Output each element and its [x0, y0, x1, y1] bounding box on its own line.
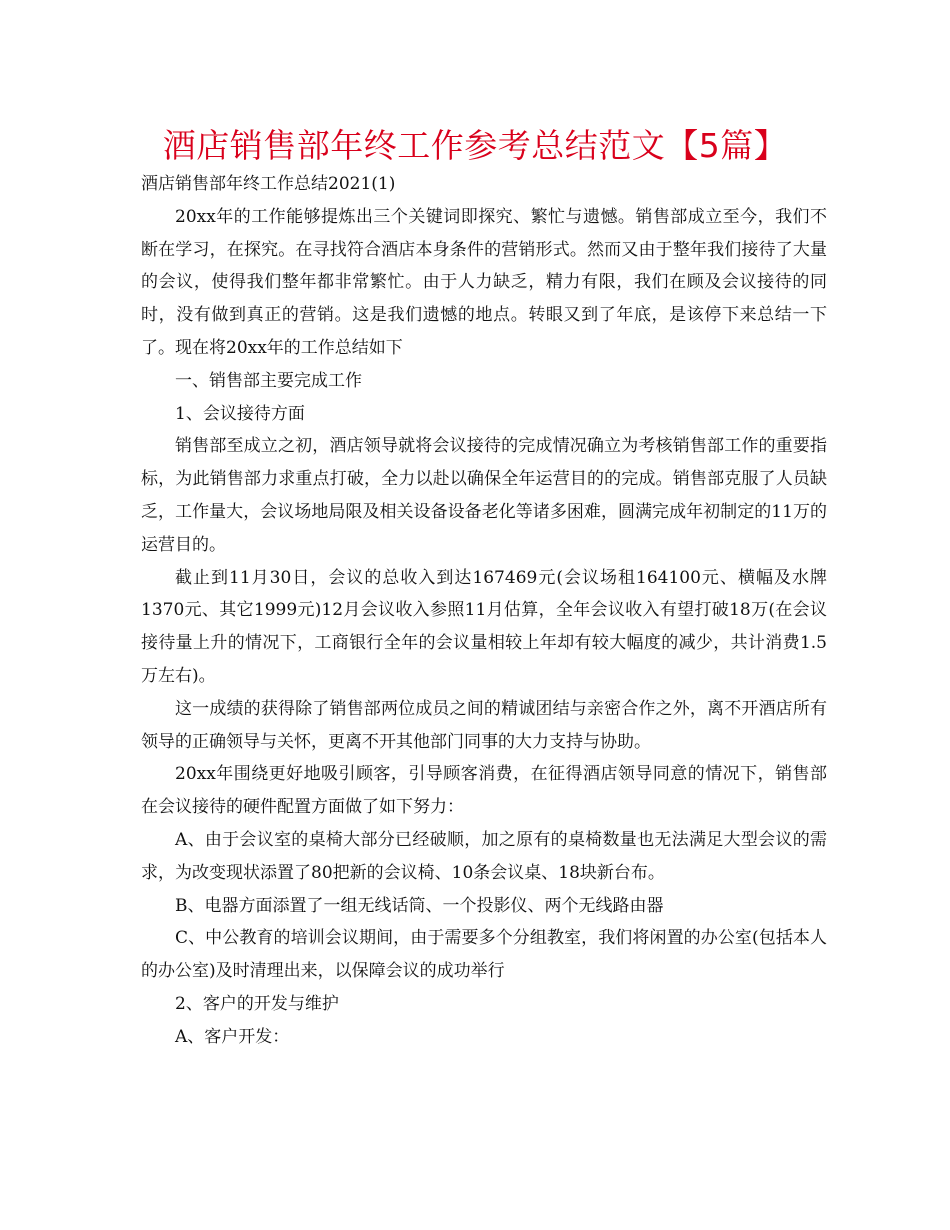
subsection-heading-client-development: 2、客户的开发与维护 [175, 993, 339, 1014]
paragraph-meeting-target: 销售部至成立之初，酒店领导就将会议接待的完成情况确立为考核销售部工作的重要指标，为此销售部力求重点打破，全力以赴以确保全年运营目的的完成。销售部克服了人员缺乏，工作量大，会议场地局限及相关设备设备老化等诸多困难，圆满完成年初制定的11万的运营目的。 [141, 436, 827, 555]
subsection-heading-meeting-reception: 1、会议接待方面 [175, 403, 305, 424]
paragraph-hardware-efforts: 20xx年围绕更好地吸引顾客，引导顾客消费，在征得酒店领导同意的情况下，销售部在会议接待的硬件配置方面做了如下努力： [141, 764, 827, 818]
list-item-b-electrical: B、电器方面添置了一组无线话筒、一个投影仪、两个无线路由器 [175, 895, 664, 916]
section-heading-main-work: 一、销售部主要完成工作 [175, 370, 362, 391]
paragraph-acknowledgement: 这一成绩的获得除了销售部两位成员之间的精诚团结与亲密合作之外，离不开酒店所有领导的正确领导与关怀，更离不开其他部门同事的大力支持与协助。 [141, 698, 827, 752]
list-item-a-client-development: A、客户开发： [175, 1026, 290, 1047]
document-title: 酒店销售部年终工作参考总结范文【5篇】 [162, 126, 788, 165]
paragraph-intro: 20xx年的工作能够提炼出三个关键词即探究、繁忙与遗憾。销售部成立至今，我们不断在学习，在探究。在寻找符合酒店本身条件的营销形式。然而又由于整年我们接待了大量的会议，使得我们整年都非常繁忙。由于人力缺乏，精力有限，我们在顾及会议接待的同时，没有做到真正的营销。这是我们遗憾的地点。转眼又到了年底，是该停下来总结一下了。现在将20xx年的工作总结如下 [141, 206, 827, 358]
list-item-c-classrooms: C、中公教育的培训会议期间，由于需要多个分组教室，我们将闲置的办公室(包括本人的办公室)及时清理出来，以保障会议的成功举行 [141, 928, 827, 982]
document-subtitle: 酒店销售部年终工作总结2021(1) [141, 174, 396, 194]
list-item-a-furniture: A、由于会议室的桌椅大部分已经破顺，加之原有的桌椅数量也无法满足大型会议的需求，为改变现状添置了80把新的会议椅、10条会议桌、18块新台布。 [141, 829, 827, 883]
document-body [141, 168, 827, 1054]
paragraph-meeting-revenue: 截止到11月30日，会议的总收入到达167469元(会议场租164100元、横幅及水牌1370元、其它1999元)12月会议收入参照11月估算，全年会议收入有望打破18万(在会议接待量上升的情况下，工商银行全年的会议量相较上年却有较大幅度的减少，共计消费1.5万左右)。 [141, 567, 827, 686]
